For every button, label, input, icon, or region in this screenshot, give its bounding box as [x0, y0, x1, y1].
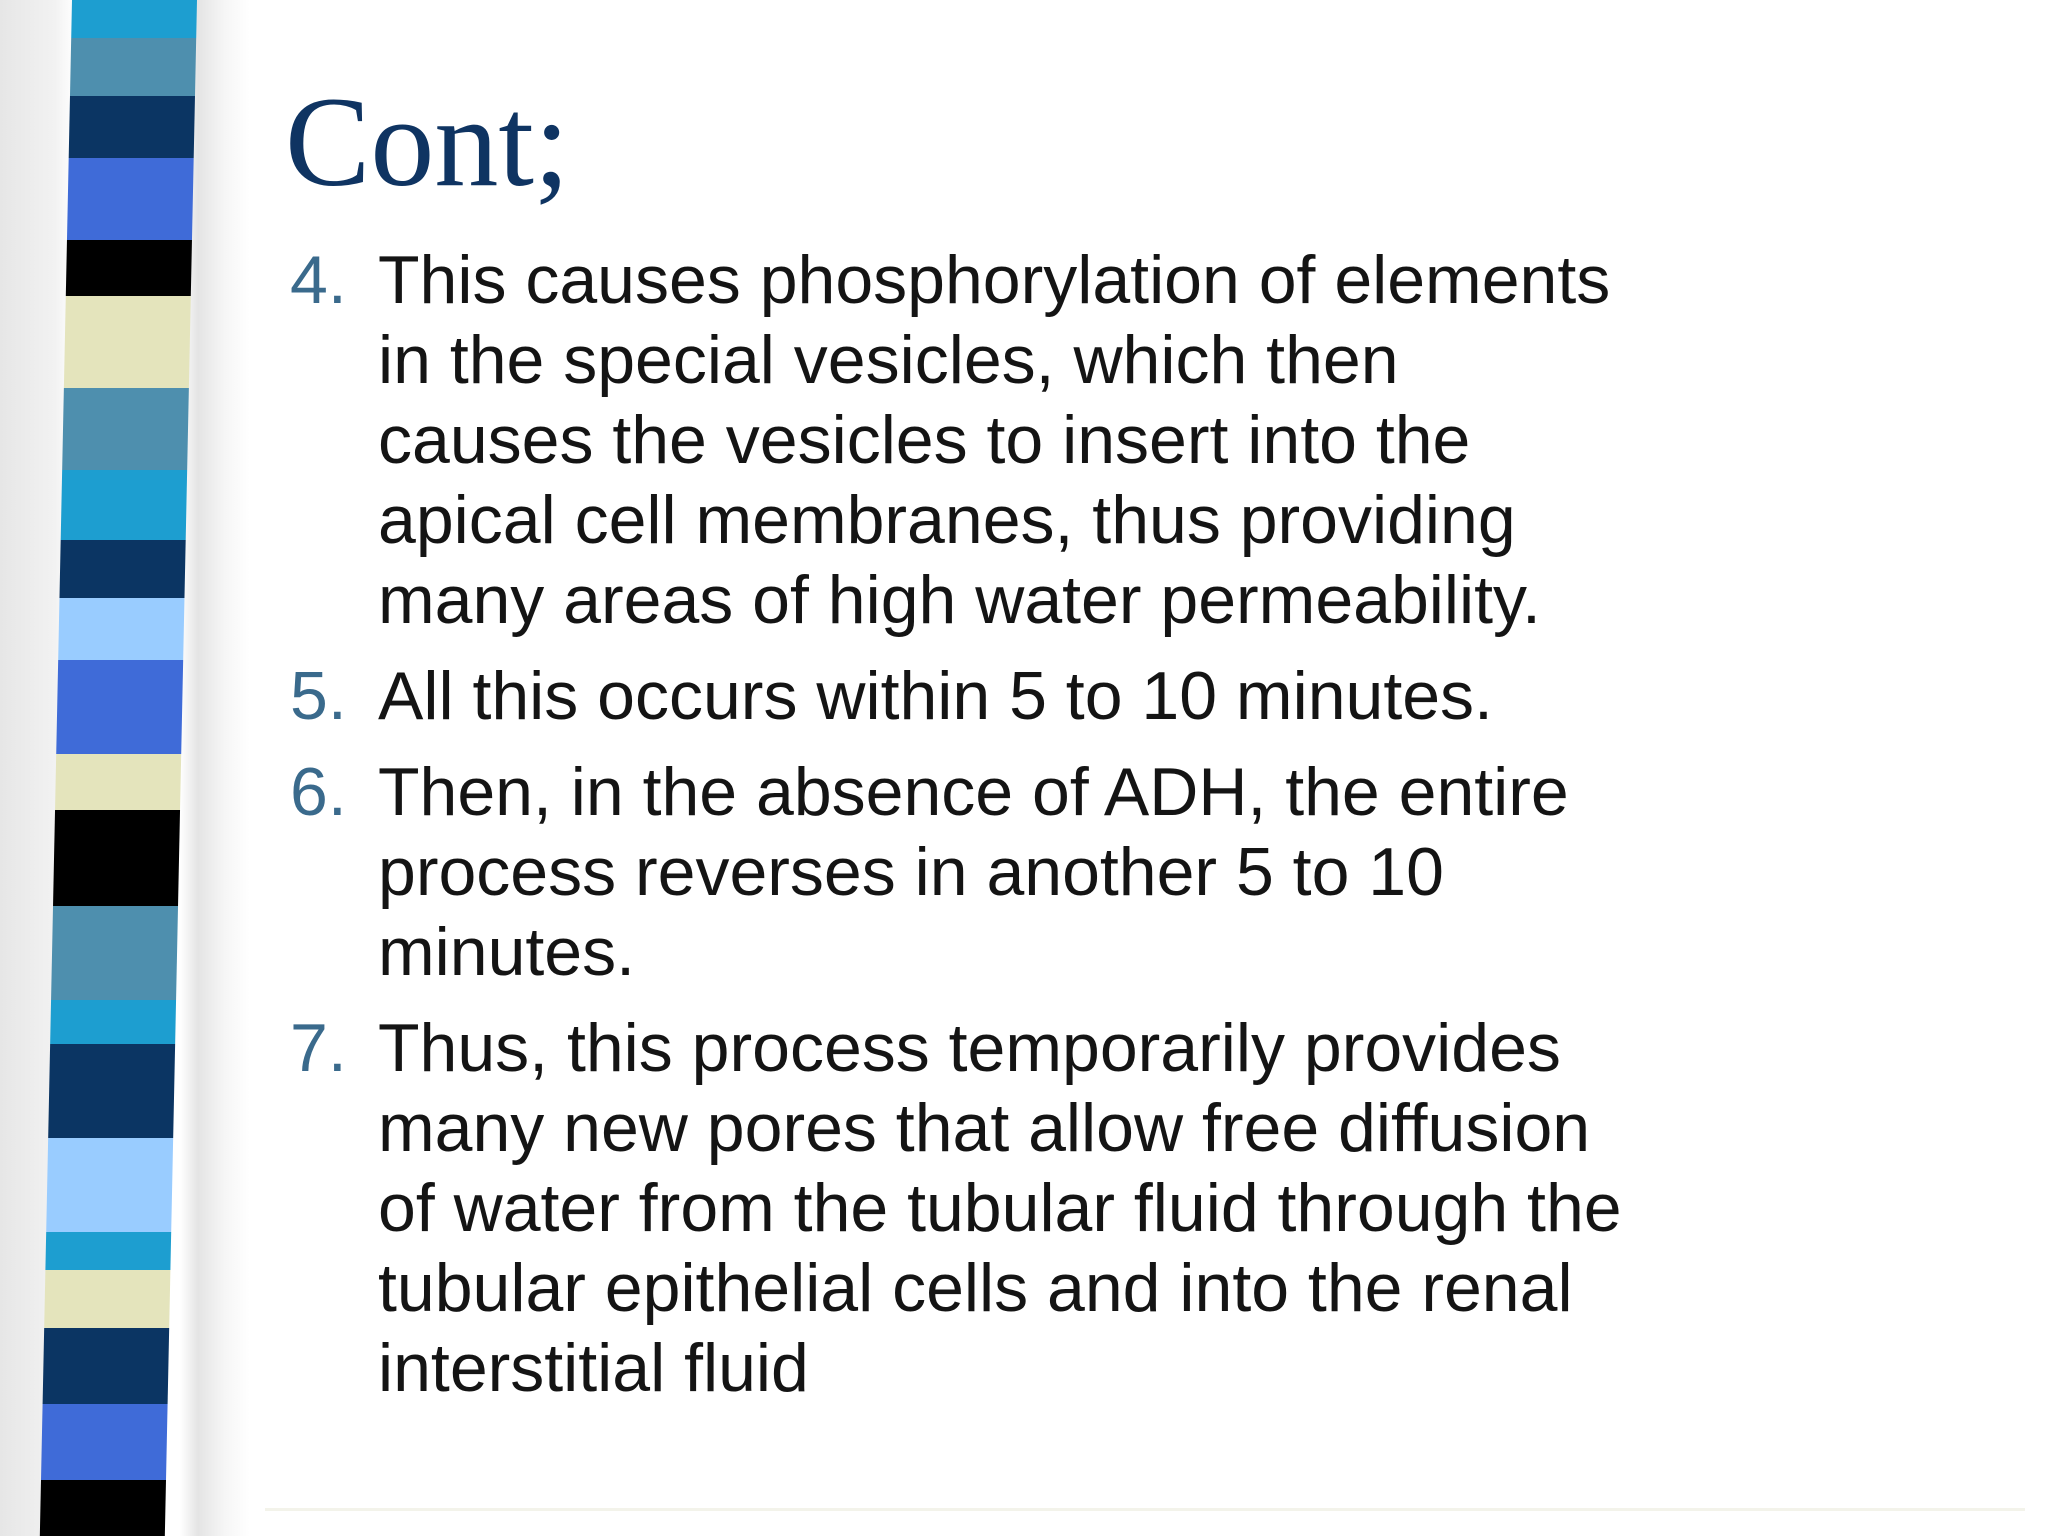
stripe	[66, 240, 192, 296]
list-item	[290, 656, 1990, 736]
list-number: 6.	[290, 754, 347, 830]
stripe	[55, 754, 181, 810]
list-number: 4.	[290, 242, 347, 318]
stripe	[59, 540, 185, 598]
stripe	[40, 1480, 166, 1536]
stripe	[46, 1138, 173, 1232]
stripe	[69, 96, 195, 158]
stripe	[48, 1044, 175, 1138]
list-item	[290, 752, 1990, 992]
stripe	[41, 1404, 168, 1480]
stripe	[43, 1328, 170, 1404]
stripe	[71, 0, 197, 38]
stripe	[53, 810, 180, 906]
stripe	[58, 598, 184, 660]
stripe	[51, 906, 178, 1000]
list-item	[290, 240, 1990, 640]
list-item	[290, 1008, 1990, 1408]
stripe	[62, 388, 189, 470]
stripe	[67, 158, 194, 240]
list-number: 5.	[290, 658, 347, 734]
stripe	[50, 1000, 176, 1044]
slide-title: Cont;	[285, 71, 570, 213]
stripe	[56, 660, 183, 754]
bottom-divider	[265, 1508, 2025, 1511]
stripe	[61, 470, 187, 540]
stripe	[44, 1270, 170, 1328]
stripe	[64, 296, 191, 388]
list-number: 7.	[290, 1010, 347, 1086]
list-text: This causes phosphorylation of elements in the special vesicles, which then causes the vesicles to insert into the apical cell membranes, thus providing many areas of high water permeability.	[378, 242, 1611, 638]
list-text: Thus, this process temporarily provides many new pores that allow free diffusion of water from the tubular fluid through the tubular epithelial cells and into the renal interstitial fluid	[378, 1010, 1622, 1406]
list-text: All this occurs within 5 to 10 minutes.	[378, 658, 1493, 734]
numbered-list	[290, 240, 1990, 1424]
stripe	[70, 38, 196, 96]
list-text: Then, in the absence of ADH, the entire process reverses in another 5 to 10 minutes.	[378, 754, 1569, 990]
stripe	[45, 1232, 171, 1270]
